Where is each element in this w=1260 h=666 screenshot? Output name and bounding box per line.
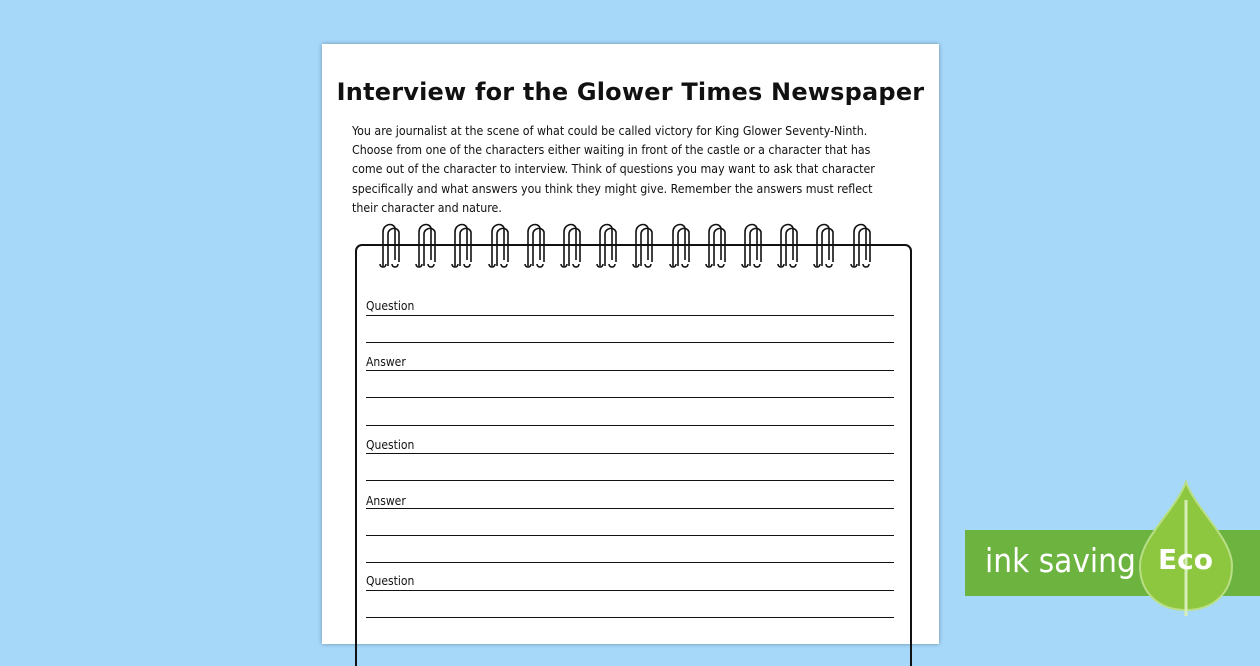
answer-label: Answer	[366, 355, 406, 369]
spiral-ring-icon	[848, 220, 874, 270]
writing-line[interactable]	[366, 315, 894, 316]
writing-line[interactable]	[366, 370, 894, 371]
worksheet-title: Interview for the Glower Times Newspaper	[336, 78, 925, 106]
writing-line[interactable]	[366, 508, 894, 509]
writing-line[interactable]	[366, 342, 894, 343]
intro-paragraph	[352, 122, 912, 218]
eco-label: Eco	[1158, 543, 1213, 576]
intro-line: You are journalist at the scene of what could be called victory for King Glower Seventy-Ninth.	[352, 124, 868, 138]
writing-line[interactable]	[366, 562, 894, 563]
spiral-ring-icon	[630, 220, 656, 270]
writing-line[interactable]	[366, 535, 894, 536]
writing-line[interactable]	[366, 425, 894, 426]
intro-line: their character and nature.	[352, 200, 502, 215]
writing-line[interactable]	[366, 480, 894, 481]
question-label: Question	[366, 438, 415, 452]
spiral-ring-icon	[703, 220, 729, 270]
worksheet-page	[322, 44, 939, 644]
spiral-ring-icon	[775, 220, 801, 270]
intro-line: Choose from one of the characters either waiting in front of the castle or a character that has	[352, 143, 871, 158]
spiral-ring-icon	[667, 220, 693, 270]
writing-line[interactable]	[366, 617, 894, 618]
ink-saving-label: ink saving	[985, 541, 1136, 580]
spiral-ring-icon	[811, 220, 837, 270]
spiral-ring-icon	[449, 220, 475, 270]
question-label: Question	[366, 574, 415, 588]
notebook-frame	[355, 244, 912, 666]
writing-line[interactable]	[366, 397, 894, 398]
intro-line: specifically and what answers you think they might give. Remember the answers must reflect	[352, 181, 873, 196]
spiral-ring-icon	[739, 220, 765, 270]
spiral-ring-icon	[558, 220, 584, 270]
writing-line[interactable]	[366, 590, 894, 591]
spiral-ring-icon	[486, 220, 512, 270]
question-label: Question	[366, 299, 415, 313]
writing-line[interactable]	[366, 453, 894, 454]
answer-label: Answer	[366, 494, 406, 508]
spiral-ring-icon	[413, 220, 439, 270]
spiral-ring-icon	[522, 220, 548, 270]
spiral-ring-icon	[594, 220, 620, 270]
spiral-ring-icon	[377, 220, 403, 270]
intro-line: come out of the character to interview. Think of questions you may want to ask that character	[352, 162, 875, 177]
